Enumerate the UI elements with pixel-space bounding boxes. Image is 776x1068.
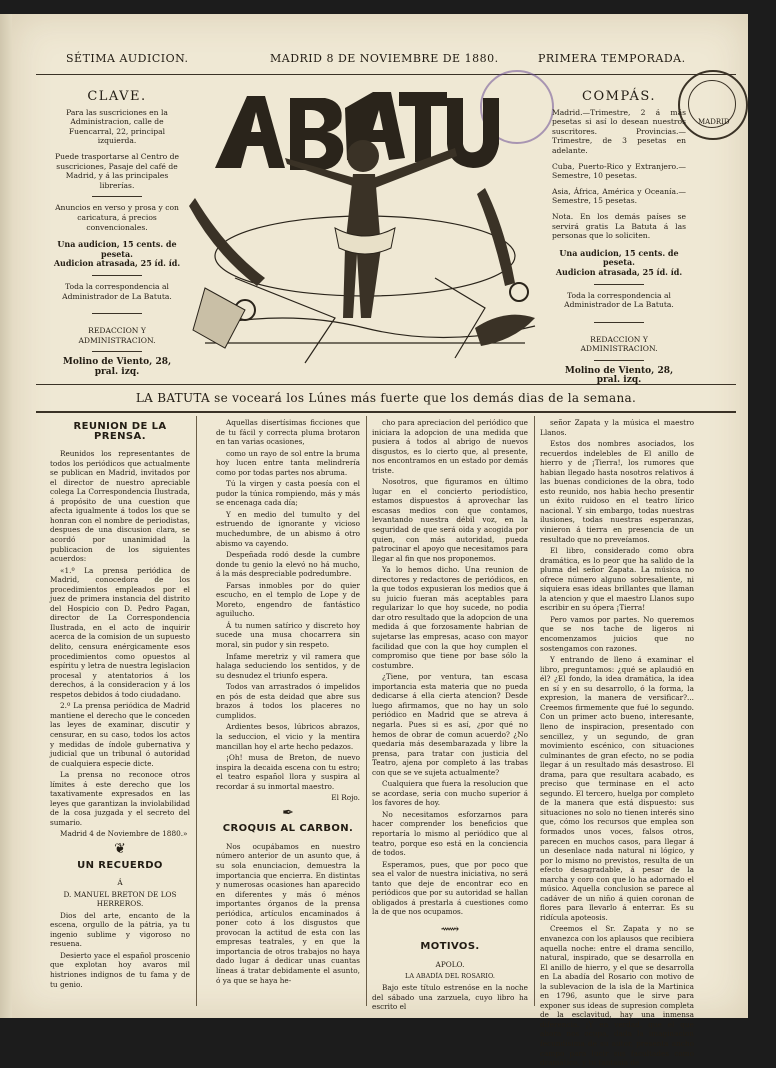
- poem-stanza-9: Á tu numen satírico y discreto hoy sucede una musa chocarrera sin moral, sin pudor y sin respeto.: [216, 620, 360, 650]
- column-1-paragraph-1: Reunidos los representantes de todos los periódicos que actualmente se publican en Madrid, invitados por el director de nuestro apreciable colega La Correspondencia Ilustrada, á propósito de una cuestion que afecta igualmente á todos los que se honran con el nombre de periodistas, despues de una discusion clara, se acordó por unanimidad la publicacion de los siguientes acuerdos:: [50, 449, 190, 564]
- compas-price-2: Audicion atrasada, 25 íd. íd.: [555, 266, 683, 277]
- article-heading-croquis: CROQUIS AL CARBON.: [222, 823, 354, 835]
- poem-stanza-4: como un rayo de sol entre la bruma hoy lucen entre tanta melindrería como por todas partes nos abruma.: [216, 448, 360, 477]
- baton-ornament-icon: ⟿: [440, 921, 460, 937]
- poem-stanza-5: Tú la virgen y casta poesía con el pudor la túnica rompiendo, más y más se encenaga cada día;: [216, 479, 360, 508]
- clave-heading: CLAVE.: [87, 89, 147, 104]
- motto-line: LA BATUTA se voceará los Lúnes más fuerte que los demás dias de la semana.: [36, 384, 736, 413]
- column-1-paragraph-4: La prensa no reconoce otros límites á este derecho que los taxativamente expresados en las leyes que garantizan la inviolabilidad de la cosa juzgada y el secreto del sumario.: [50, 770, 190, 827]
- column-3-paragraph-3: Ya lo hemos dicho. Una reunion de directores y redactores de periódicos, en la que todos expusieran los medios que á su juicio fueran más aceptables para regularizar lo que hoy sucede, no podia dar otro resultado que la adopcion de una medida á que forzosamente habrian de sujetarse las empresas, acaso con mayor facilidad que con la que hoy cumplen el compromiso que tiene por base sólo la costumbre.: [372, 565, 528, 670]
- column-3: [372, 418, 528, 1012]
- poem-stanza-12: Ardientes besos, lúbricos abrazos, la seduccion, el vicio y la mentira mancillan hoy el arte hecho pedazos.: [216, 722, 360, 751]
- column-2-paragraph-1: Nos ocupábamos en nuestro número anterior de un asunto que, á su sola enunciacion, demuestra la importancia que encierra. En distintas y numerosas ocasiones han aparecido en diferentes y más ó ménos importantes órganos de la prensa periódica, artículos encaminados á poner coto á los disgustos que provocan la actitud de esta con las empresas teatrales, y en que la importancia de otros trabajos no haya dado lugar á dedicar unas cuantas líneas á tratar debidamente el asunto, ó ya que se haya he-: [216, 841, 360, 985]
- article-heading-motivos: MOTIVOS.: [420, 941, 480, 953]
- compas-price-1: Una audicion, 15 cents. de peseta.: [559, 247, 679, 268]
- column-1-date: Madrid 4 de Noviembre de 1880.»: [60, 829, 188, 839]
- theatre-name: APOLO.: [435, 959, 465, 969]
- header-season: PRIMERA TEMPORADA.: [538, 52, 686, 65]
- poem-stanza-6: Y en medio del tumulto y del estruendo de ignorante y vicioso muchedumbre, de un abismo á otro abismo va cayendo.: [216, 509, 360, 548]
- compas-text-5: Toda la correspondencia al Administrador de La Batuta.: [564, 290, 674, 310]
- column-3-paragraph-6: No necesitamos esforzarnos para hacer comprender los beneficios que reportaría lo mismo al periódico que al teatro, porque eso está en la conciencia de todos.: [372, 809, 528, 858]
- compas-redaccion: REDACCION Y ADMINISTRACION.: [580, 334, 658, 354]
- clave-text-3: Anuncios en verso y prosa y con caricatura, á precios convencionales.: [55, 203, 179, 232]
- compas-address: Molino de Viento, 28, pral. izq.: [564, 365, 674, 386]
- header-rule: [36, 74, 736, 75]
- clave-text-4: Toda la correspondencia al Administrador de La Batuta.: [62, 281, 172, 301]
- column-1-paragraph-3: 2.º La prensa periódica de Madrid mantiene el derecho que le conceden las leyes de examinar, discutir y censurar, en su caso, todos los actos y medidas de índole gubernativa y judicial que un tribunal ó autoridad de cualquiera especie dicte.: [50, 701, 190, 768]
- column-3-paragraph-1: cho para apreciacion del periódico que iniciara la adopcion de una medida que pusiera á todos al abrigo de nuevos disgustos, es lo cierto que, al presente, nos encontramos en un estado por demás triste.: [372, 418, 528, 475]
- play-title: LA ABADÍA DEL ROSARIO.: [405, 971, 495, 980]
- column-3-paragraph-7: Esperamos, pues, que por poco que sea el valor de nuestra iniciativa, no será tanto que deje de encontrar eco en periódicos que por su autoridad se hallan obligados á prestarla á cuestiones como la de que nos ocupamos.: [372, 859, 528, 917]
- header-date: MADRID 8 DE NOVIEMBRE DE 1880.: [270, 52, 499, 65]
- masthead-illustration: [185, 78, 545, 378]
- compas-text-4: Nota. En los demás países se servirá gratis La Batuta á las personas que lo soliciten.: [552, 211, 686, 241]
- quill-ornament-icon: ✒: [282, 804, 294, 821]
- column-2: [216, 418, 360, 1008]
- column-3-paragraph-4: ¿Tiene, por ventura, tan escasa importancia esta materia que no pueda dedicarse á ella cierta atencion? Desde luego afirmamos, que no hay un solo periódico en Madrid que se atreva á negarla. Pues si es así, ¿por qué no hemos de obrar de comun acuerdo? ¿No quedaria más desembarazada y libre la prensa, para tratar con justicia del Teatro, ajena por completo á las trabas con que se ve sujeta actualmente?: [372, 672, 528, 777]
- column-3-paragraph-5: Cualquiera que fuera la resolucion que se acordase, seria con mucho superior á los favores de hoy.: [372, 779, 528, 808]
- compas-box: [552, 89, 686, 392]
- column-4-paragraph-1: señor Zapata y la música el maestro Llanos.: [540, 418, 694, 437]
- clave-box: [50, 89, 184, 383]
- column-4-paragraph-5: Y entrando de lleno á examinar el libro, preguntamos: ¿qué se aplaudió en él? ¿El fondo, la idea dramática, la idea en sí y en su desarrollo, ó la forma, la expresion, la manera de versificar?... Creemos firmemente que fué lo segundo. Con un primer acto bueno, interesante, lleno de inspiracion, presentado con sencillez, y un segundo, de gran movimiento escénico, con situaciones culminantes de gran efecto, no se podia llegar á un resultado más desastroso. El drama, para que resultara acabado, es preciso que terminase en el acto segundo. El tercero, huelga por completo de la manera que está dispuesto: sus situaciones no solo no tienen interés sino que, cómo los recursos que emplea son formados unos voces, falsos otros, parecen en muchos casos, para llegar á un desenlace nada natural ni lógico, y por lo mismo no previstos, resulta de un efecto desagradable, á pesar de la marcha y coro con que lo ha adornado el músico. Aquella conclusion se parece al cadáver de un niño á quien coronan de flores para llevarlo á enterrar. Es su ridícula apoteosis.: [540, 655, 694, 922]
- clave-text-2: Puede trasportarse al Centro de suscriciones, Pasaje del café de Madrid, y á las principales librerías.: [54, 151, 180, 190]
- compas-text-3: Asia, África, América y Oceanía.—Semestre, 15 pesetas.: [552, 186, 686, 206]
- poem-stanza-10: Infame meretriz y vil ramera que halaga seduciendo los sentidos, y de su desnudez el triunfo espera.: [216, 651, 360, 680]
- compas-text-2: Cuba, Puerto-Rico y Extranjero.—Semestre, 10 pesetas.: [552, 161, 686, 181]
- clave-redaccion: REDACCION Y ADMINISTRACION.: [78, 326, 156, 345]
- madrid-seal-stamp: MADRID: [678, 70, 748, 140]
- poem-stanza-13: ¡Oh! musa de Breton, de nuevo inspira la decaida escena con tu estro; el teatro español llora y suspira al recordar á su inmortal maestro.: [216, 753, 360, 791]
- column-4: [540, 418, 694, 1068]
- la-batuta-title-art: [185, 78, 545, 378]
- article-heading-recuerdo: UN RECUERDO: [77, 859, 163, 871]
- column-4-paragraph-4: Pero vamos por partes. No queremos que se nos tache de ligeros ni encomenzamos juicios que no sostengamos con razones.: [540, 614, 694, 653]
- article-heading-reunion: REUNION DE LA PRENSA.: [73, 421, 167, 442]
- poem-signature: El Rojo.: [331, 793, 360, 803]
- compas-text-1: Madrid.—Trimestre, 2 á más pesetas si así lo desean nuestros suscritores. Provincias.—Trimestre, de 3 pesetas en adelante.: [552, 107, 686, 155]
- ornament-icon: ❦: [114, 840, 126, 857]
- poem-stanza-2: Desierto yace el español proscenio que explotan hoy avaros mil histriones indignos de tu fama y de tu genio.: [50, 950, 190, 989]
- header-edition: SÉTIMA AUDICION.: [66, 52, 189, 65]
- column-3-paragraph-8: Bajo este título estrenóse en la noche del sábado una zarzuela, cuyo libro ha escrito el: [372, 983, 528, 1012]
- poem-stanza-3: Aquellas disertísimas ficciones que de tu fácil y correcta pluma brotaron en tan varias ocasiones,: [216, 418, 360, 447]
- poem-stanza-8: Farsas inmobles por do quier escucho, en el templo de Lope y de Moreto, engendro de fantástico aguilucho.: [216, 580, 360, 619]
- clave-text-1: Para las suscriciones en la Administracion, calle de Fuencarral, 22, principal izquierda.: [66, 107, 168, 146]
- dedication-a: Á: [117, 878, 123, 888]
- clave-price-2: Audicion atrasada, 25 íd. íd.: [53, 258, 181, 269]
- column-4-paragraph-6: Creemos el Sr. Zapata y no se envanezca con los aplausos que recibiera aquella noche: entre el drama sencillo, natural, inspirado, que se desarrolla en El anillo de hierro, y el que se desarrolla en La abadía del Rosario con motivo de la sublevacion de la isla de la Martinica en 1796, asunto que le sirve para exponer sus ideas de supresion completa de la esclavitud, hay una inmensa diferencia. ¡Y en verdad, que el que ahora nos ocupa, dada la imaginacion fecundísima de su autor, presenta ancho campo para lucir sus facultades como dramático, y tu fantasía de: [540, 924, 694, 1068]
- column-4-paragraph-3: El libro, considerado como obra dramática, es lo peor que ha salido de la pluma del señor Zapata. La música no ofrece número alguno sobresaliente, ni siquiera esas ideas brillantes que llaman la atencion y que el maestro Llanos supo escribir en su ópera ¡Tierra!: [540, 546, 694, 613]
- compas-heading: COMPÁS.: [582, 89, 656, 104]
- poem-stanza-11: Todos van arrastrados ó impelidos en pós de esta deidad que abre sus brazos á todos los placeres no cumplidos.: [216, 682, 360, 720]
- column-1: [50, 418, 190, 1008]
- poem-stanza-7: Despeñada rodó desde la cumbre donde tu genio la elevó no há mucho, á la más despreciable podredumbre.: [216, 550, 360, 579]
- clave-price-1: Una audicion, 15 cents. de peseta.: [57, 239, 177, 259]
- dedication-name: D. MANUEL BRETON DE LOS HERREROS.: [63, 889, 177, 909]
- column-4-paragraph-2: Estos dos nombres asociados, los recuerdos indelebles de El anillo de hierro y de ¡Tierra!, los rumores que habian llegado hasta nosotros relativos á las buenas condiciones de la obra, todo esto reunido, nos habia hecho presentir un éxito ruidoso en el teatro lírico nacional. Y sin embargo, todas nuestras ilusiones, todas nuestras esperanzas, vinieron á tierra en presencia de un resultado que no preveíamos.: [540, 439, 694, 544]
- column-1-paragraph-2: «1.º La prensa periódica de Madrid, conocedora de los procedimientos empleados por el juez de primera instancia del distrito del Hospicio con D. Pedro Pagan, director de La Correspondencia Ilustrada, en el acto de inquirir acerca de la comision de un supuesto delito, censura enérgicamente esos procedimientos como opuestos al espíritu y letra de nuestra legislacion procesal y atentatorios á los derechos, á la consideracion y á los respetos debidos á todo ciudadano.: [50, 565, 190, 699]
- poem-stanza-1: Dios del arte, encanto de la escena, orgullo de la pátria, ya tu ingenio sublime y vigoroso no resuena.: [50, 910, 190, 949]
- clave-address: Molino de Viento, 28, pral. izq.: [62, 357, 172, 377]
- column-3-paragraph-2: Nosotros, que figuramos en último lugar en el concierto periodístico, estamos dispuestos á aprovechar las escasas medios con que contamos, levantando nuestra débil voz, en la seguridad de que será oida y acogida por quien, con más autoridad, pueda patrocinar el apoyo que necesitamos para llegar al fin que nos proponemos.: [372, 477, 528, 563]
